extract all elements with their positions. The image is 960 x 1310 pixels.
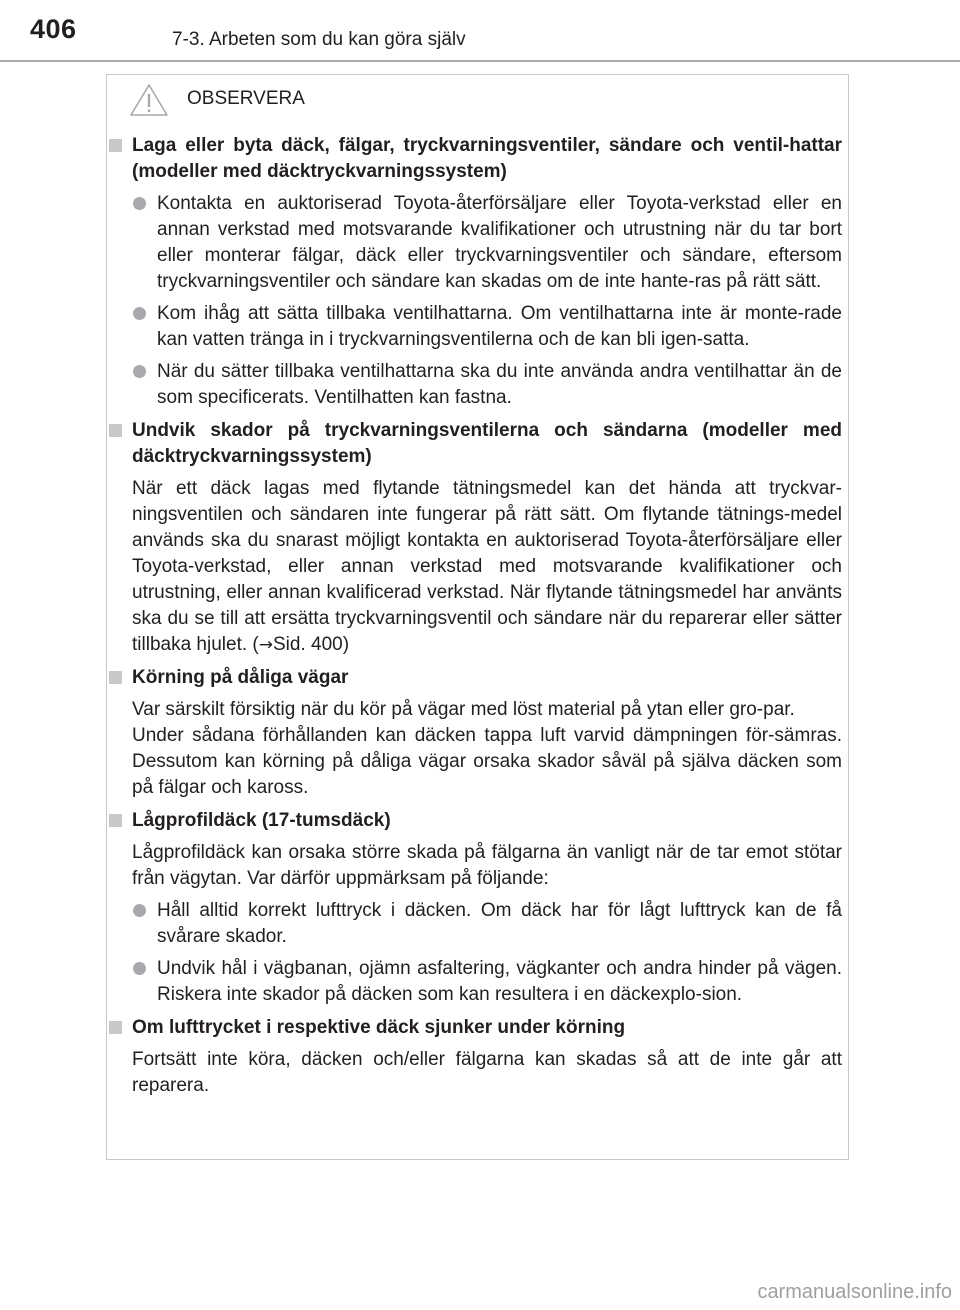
section-title: Laga eller byta däck, fälgar, tryckvarningsventiler, sändare och ventil-hattar (modeller med däcktryckvarningssystem) <box>132 135 842 182</box>
square-bullet <box>109 814 122 827</box>
section-pressure-drop <box>107 1015 842 1099</box>
list-item-text: Kontakta en auktoriserad Toyota-återförsäljare eller Toyota-verkstad eller en annan verkstad med motsvarande kvalifikationer och utrustning när du tar bort eller monterar fälgar, däck eller tryckvarningsventiler och sändare, eftersom tryckvarningsventiler och sändare kan skadas om de inte hante-ras på rätt sätt. <box>157 193 842 292</box>
section-bad-roads <box>107 665 842 801</box>
page-reference-link[interactable]: Sid. 400) <box>272 634 350 655</box>
chapter-title: 7-3. Arbeten som du kan göra själv <box>172 29 466 50</box>
arrow-right-icon: → <box>258 635 273 655</box>
list-item-text: Undvik hål i vägbanan, ojämn asfaltering, vägkanter och andra hinder på vägen. Riskera inte skador på däcken som kan resultera i en däckexplo-sion. <box>157 958 842 1005</box>
section-title: Undvik skador på tryckvarningsventilerna och sändarna (modeller med däcktryckvarningssystem) <box>132 420 842 467</box>
list-item <box>132 898 842 950</box>
notice-label: OBSERVERA <box>187 88 305 109</box>
round-bullet <box>133 365 146 378</box>
paragraph-text: När ett däck lagas med flytande tätningsmedel kan det hända att tryckvar-ningsventilen och sändaren inte fungerar på rätt sätt. Om flytande tätnings-medel används ska du snarast möjligt kontakta en auktoriserad Toyota-återförsäljare eller Toyota-verkstad, eller annan verkstad med motsvarande kvalifikationer och utrustning, eller annan kvalificerad verkstad. När flytande tätningsmedel har använts ska du se till att ersätta tryckvarningsventil och sändare när du reparerar eller sätter tillbaka hjulet. ( <box>132 478 842 655</box>
list-item-text: När du sätter tillbaka ventilhattarna ska du inte använda andra ventilhattar än de som specificerats. Ventilhatten kan fastna. <box>157 361 842 408</box>
notice-content <box>107 133 842 1106</box>
square-bullet <box>109 671 122 684</box>
section-low-profile-tires <box>107 808 842 1008</box>
notice-box <box>106 74 849 1160</box>
round-bullet <box>133 904 146 917</box>
watermark: carmanualsonline.info <box>757 1281 952 1303</box>
section-paragraph <box>132 476 842 658</box>
section-paragraph: Fortsätt inte köra, däcken och/eller fälgarna kan skadas så att de inte går att reparera. <box>132 1049 842 1096</box>
section-paragraph: Under sådana förhållanden kan däcken tappa luft varvid dämpningen för-sämras. Dessutom kan körning på dåliga vägar orsaka skador såväl på själva däcken som på fälgar och kaross. <box>132 725 842 798</box>
square-bullet <box>109 1021 122 1034</box>
section-avoid-damage <box>107 418 842 658</box>
section-title: Körning på dåliga vägar <box>132 667 349 688</box>
round-bullet <box>133 197 146 210</box>
round-bullet <box>133 962 146 975</box>
section-paragraph: Lågprofildäck kan orsaka större skada på fälgarna än vanligt när de tar emot stötar från vägytan. Var därför uppmärksam på följande: <box>132 842 842 889</box>
page-number: 406 <box>30 14 77 44</box>
square-bullet <box>109 424 122 437</box>
list-item <box>132 191 842 295</box>
header-rule <box>0 60 960 62</box>
square-bullet <box>109 139 122 152</box>
warning-triangle-icon <box>129 83 169 117</box>
section-title: Lågprofildäck (17-tumsdäck) <box>132 810 391 831</box>
round-bullet <box>133 307 146 320</box>
list-item-text: Håll alltid korrekt lufttryck i däcken. Om däck har för lågt lufttryck kan de få svårare skador. <box>157 900 842 947</box>
section-tpms-repair <box>107 133 842 411</box>
section-title: Om lufttrycket i respektive däck sjunker under körning <box>132 1017 626 1038</box>
list-item-text: Kom ihåg att sätta tillbaka ventilhattarna. Om ventilhattarna inte är monte-rade kan vatten tränga in i tryckvarningsventilerna och de kan bli igen-satta. <box>157 303 842 350</box>
section-paragraph: Var särskilt försiktig när du kör på vägar med löst material på ytan eller gro-par. <box>132 699 795 720</box>
list-item <box>132 301 842 353</box>
list-item <box>132 359 842 411</box>
list-item <box>132 956 842 1008</box>
